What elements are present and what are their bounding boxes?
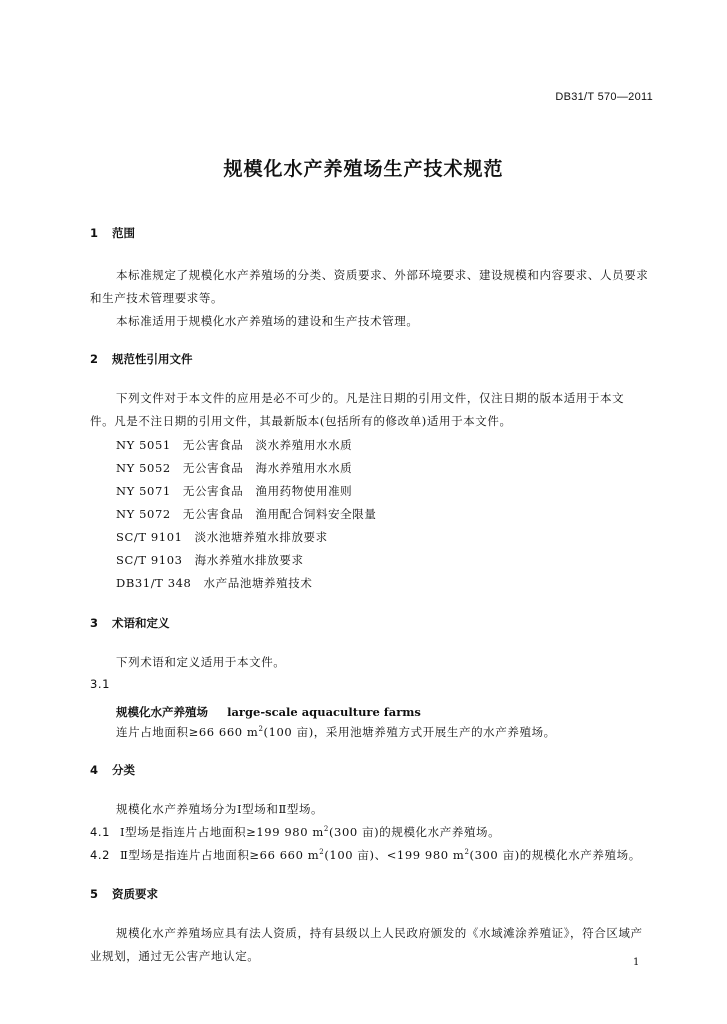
term-definition	[116, 724, 556, 740]
item-text: (300 亩)的规模化水产养殖场。	[469, 848, 641, 862]
item-number: 4.2	[90, 848, 111, 862]
superscript: 2	[464, 848, 470, 857]
definition-text: 连片占地面积≥66 660 m	[116, 725, 259, 739]
reference-item: NY 5052 无公害食品 海水养殖用水水质	[116, 461, 353, 475]
reference-item: NY 5072 无公害食品 渔用配合饲料安全限量	[116, 507, 377, 521]
section-title: 分类	[112, 763, 135, 777]
item-text: Ⅱ型场是指连片占地面积≥66 660 m	[120, 848, 320, 862]
section-number: 4	[90, 763, 99, 777]
paragraph-line: 下列术语和定义适用于本文件。	[116, 655, 286, 669]
superscript: 2	[323, 825, 329, 834]
item-text: Ⅰ型场是指连片占地面积≥199 980 m	[120, 825, 324, 839]
page-title: 规模化水产养殖场生产技术规范	[223, 158, 504, 180]
section-title: 规范性引用文件	[112, 352, 193, 366]
reference-item: SC/T 9101 淡水池塘养殖水排放要求	[116, 530, 328, 544]
reference-item: NY 5051 无公害食品 淡水养殖用水水质	[116, 438, 353, 452]
item-text: (100 亩)、<199 980 m	[324, 848, 465, 862]
item-number: 4.1	[90, 825, 111, 839]
page-number: 1	[633, 957, 640, 968]
section-title: 范围	[112, 226, 135, 240]
paragraph-line: 规模化水产养殖场应具有法人资质，持有县级以上人民政府颁发的《水域滩涂养殖证》，符合区域产	[116, 926, 643, 940]
superscript: 2	[258, 725, 264, 734]
subsection-number: 3.1	[90, 677, 111, 691]
paragraph-line: 业规划，通过无公害产地认定。	[90, 949, 260, 963]
term-english: large-scale aquaculture farms	[227, 705, 421, 719]
term-entry	[116, 701, 421, 720]
section-title: 术语和定义	[112, 616, 170, 630]
reference-item: NY 5071 无公害食品 渔用药物使用准则	[116, 484, 353, 498]
superscript: 2	[319, 848, 325, 857]
paragraph-line: 规模化水产养殖场分为Ⅰ型场和Ⅱ型场。	[116, 802, 324, 816]
definition-text: (100 亩)，采用池塘养殖方式开展生产的水产养殖场。	[263, 725, 556, 739]
paragraph-line: 下列文件对于本文件的应用是必不可少的。凡是注日期的引用文件，仅注日期的版本适用于本文	[116, 391, 625, 405]
section-heading-scope	[90, 225, 135, 241]
section-heading-classification	[90, 762, 135, 778]
classification-item	[90, 824, 500, 840]
paragraph-line: 和生产技术管理要求等。	[90, 291, 224, 305]
section-number: 2	[90, 352, 99, 366]
reference-item: DB31/T 348 水产品池塘养殖技术	[116, 576, 313, 590]
section-number: 1	[90, 226, 99, 240]
paragraph-line: 本标准规定了规模化水产养殖场的分类、资质要求、外部环境要求、建设规模和内容要求、人员要求	[116, 268, 649, 282]
standard-code: DB31/T 570—2011	[555, 91, 653, 103]
paragraph-line: 件。凡是不注日期的引用文件，其最新版本(包括所有的修改单)适用于本文件。	[90, 414, 512, 428]
classification-item	[90, 847, 641, 863]
term-chinese: 规模化水产养殖场	[116, 705, 208, 719]
section-title: 资质要求	[112, 887, 158, 901]
section-number: 3	[90, 616, 99, 630]
section-heading-terms	[90, 615, 170, 631]
section-heading-qualification	[90, 886, 158, 902]
paragraph-line: 本标准适用于规模化水产养殖场的建设和生产技术管理。	[116, 314, 419, 328]
section-number: 5	[90, 887, 99, 901]
item-text: (300 亩)的规模化水产养殖场。	[328, 825, 501, 839]
section-heading-normative-references	[90, 351, 193, 367]
reference-item: SC/T 9103 海水养殖水排放要求	[116, 553, 304, 567]
